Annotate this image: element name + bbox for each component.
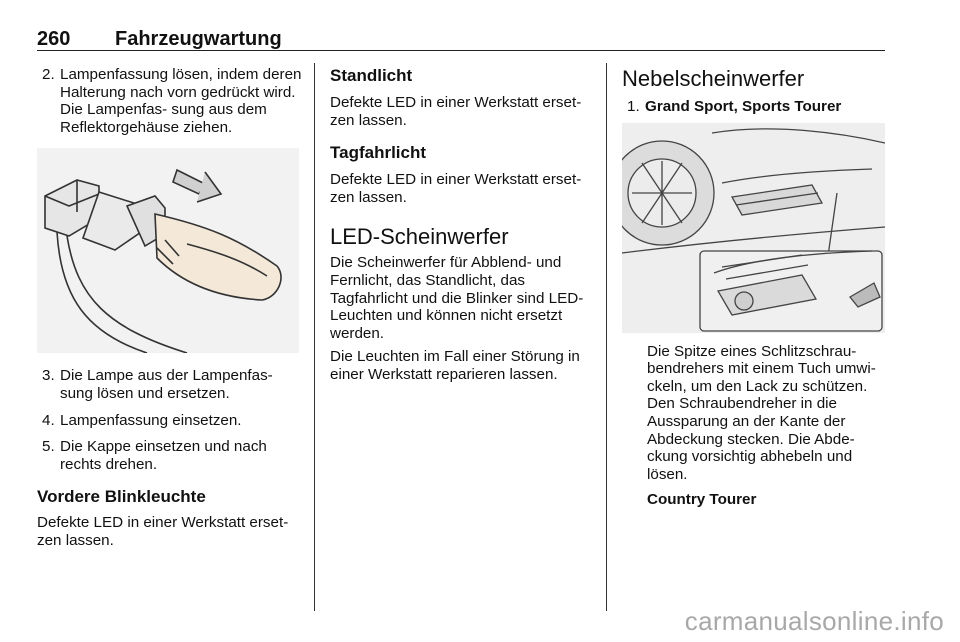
country-tourer-label: Country Tourer: [647, 491, 757, 509]
variant-label: Grand Sport, Sports Tourer: [645, 98, 842, 115]
instruction-text: Die Spitze eines Schlitzschrau- bendrehers mit einem Tuch umwi- ckeln, um den Lack zu schützen. Den Schraubendreher in die Aussparung an der Kante der Abdeckung stecken. Die Abde- ckung vorsichtig abhebeln und lösen.: [647, 342, 876, 483]
step-3: [37, 367, 305, 402]
step-4: [37, 412, 305, 430]
column-3: [622, 66, 887, 509]
led-heading: LED-Scheinwerfer: [330, 224, 509, 250]
tagfahrlicht-text: Defekte LED in einer Werkstatt erset- zen lassen.: [330, 171, 582, 206]
column-2: [330, 66, 598, 384]
step-number: 5.: [42, 438, 55, 456]
standlicht-text: Defekte LED in einer Werkstatt erset- zen lassen.: [330, 94, 582, 129]
section-text: Defekte LED in einer Werkstatt erset- zen lassen.: [37, 514, 289, 549]
column-divider-1: [314, 63, 315, 611]
step-number: 4.: [42, 411, 55, 429]
step-number: 1.: [627, 98, 640, 115]
step-text: Die Lampe aus der Lampenfas- sung lösen und ersetzen.: [60, 367, 273, 402]
instruction-block: [622, 343, 887, 509]
step-5: [37, 438, 305, 473]
page-header: [37, 28, 885, 51]
tagfahrlicht-heading: Tagfahrlicht: [330, 143, 427, 163]
step-number: 2.: [42, 66, 55, 83]
step-text: Die Kappe einsetzen und nach rechts drehen.: [60, 438, 267, 473]
led-text-1: Die Scheinwerfer für Abblend- und Fernlicht, das Standlicht, das Tagfahrlicht und die Blinker sind LED- Leuchten und können nicht ersetzt werden.: [330, 254, 584, 342]
step-1: [622, 98, 887, 116]
column-1: [37, 66, 305, 550]
fog-light-heading: Nebelscheinwerfer: [622, 66, 805, 91]
step-text: Lampenfassung lösen, indem deren Halterung nach vorn gedrückt wird. Die Lampenfas- sung aus dem Reflektorgehäuse ziehen.: [60, 66, 302, 136]
step-text: Lampenfassung einsetzen.: [60, 411, 242, 429]
watermark: carmanualsonline.info: [684, 606, 944, 636]
fog-light-illustration: [622, 123, 885, 333]
section-heading: Vordere Blinkleuchte: [37, 487, 206, 507]
step-2: [37, 66, 305, 136]
led-text-2: Die Leuchten im Fall einer Störung in einer Werkstatt reparieren lassen.: [330, 348, 580, 383]
column-divider-2: [606, 63, 607, 611]
bulb-illustration: [37, 148, 299, 353]
standlicht-heading: Standlicht: [330, 66, 413, 85]
page-number: 260: [37, 28, 71, 50]
step-number: 3.: [42, 367, 55, 385]
chapter-title: Fahrzeugwartung: [115, 28, 282, 50]
